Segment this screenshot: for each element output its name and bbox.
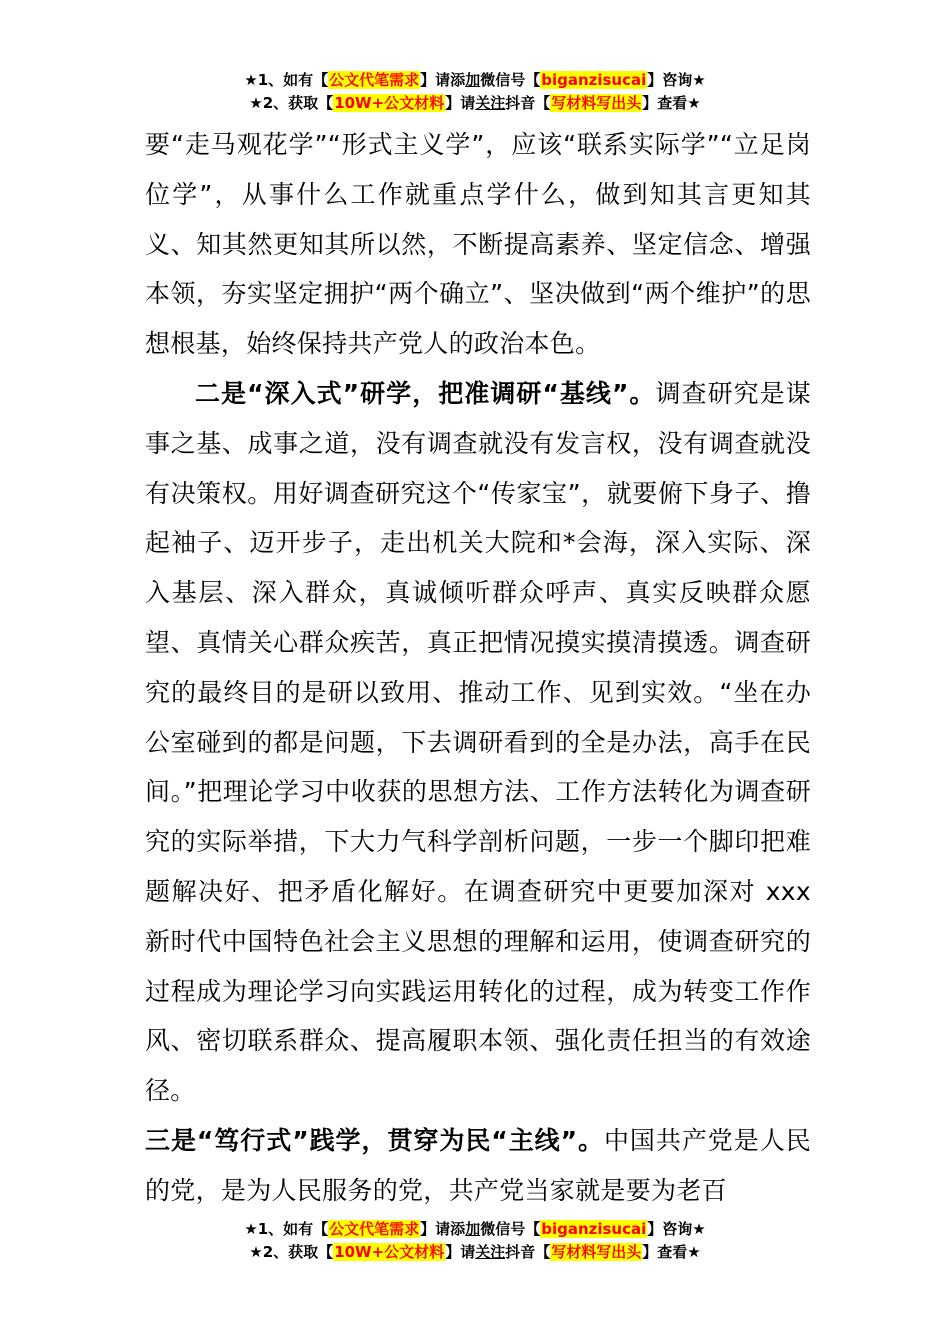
document-body (145, 120, 811, 1216)
section-heading-3: 三是“笃行式”践学，贯穿为民“主线”。 (145, 1125, 604, 1155)
banner-line-1: ★1、如有【公文代笔需求】请添加微信号【biganzisucai】咨询★ (244, 1220, 706, 1238)
paragraph-2: 二是“深入式”研学，把准调研“基线”。调查研究是谋事之基、成事之道，没有调查就没有发言权，没有调查就没有决策权。用好调查研究这个“传家宝”，就要俯下身子、撸起袖子、迈开步子，走出机关大院和*会海，深入实际、深入基层、深入群众，真诚倾听群众呼声、真实反映群众愿望、真情关心群众疾苦，真正把情况摸实摸清摸透。调查研究的最终目的是研以致用、推动工作、见到实效。“坐在办公室碰到的都是问题，下去调研看到的全是办法，高手在民间。”把理论学习中收获的思想方法、工作方法转化为调查研究的实际举措，下大力气科学剖析问题，一步一个脚印把难题解决好、把矛盾化解好。在调查研究中更要加深对 xxx 新时代中国特色社会主义思想的理解和运用，使调查研究的过程成为理论学习向实践运用转化的过程，成为转变工作作风、密切联系群众、提高履职本领、强化责任担当的有效途径。 (145, 378, 811, 1106)
footer-banner (0, 1218, 950, 1264)
highlight-wechat-id: biganzisucai (541, 71, 647, 89)
highlight-wechat-id: biganzisucai (541, 1220, 647, 1238)
highlight-materials: 10W+公文材料 (334, 94, 445, 112)
header-banner (0, 69, 950, 115)
banner-line-1: ★1、如有【公文代笔需求】请添加微信号【biganzisucai】咨询★ (244, 71, 706, 89)
banner-line-2: ★2、获取【10W+公文材料】请关注抖音【写材料写出头】查看★ (249, 94, 701, 112)
banner-line-2: ★2、获取【10W+公文材料】请关注抖音【写材料写出头】查看★ (249, 1243, 701, 1261)
highlight-douyin: 写材料写出头 (551, 94, 642, 112)
paragraph-3: 三是“笃行式”践学，贯穿为民“主线”。中国共产党是人民的党，是为人民服务的党，共产党当家就是要为老百 (145, 1125, 811, 1205)
section-heading-2: 二是“深入式”研学，把准调研“基线”。 (195, 378, 656, 408)
highlight-douyin: 写材料写出头 (551, 1243, 642, 1261)
paragraph-1: 要“走马观花学”“形式主义学”，应该“联系实际学”“立足岗位学”，从事什么工作就重点学什么，做到知其言更知其义、知其然更知其所以然，不断提高素养、坚定信念、增强本领，夯实坚定拥护“两个确立”、坚决做到“两个维护”的思想根基，始终保持共产党人的政治本色。 (145, 130, 811, 359)
highlight-service: 公文代笔需求 (329, 1220, 420, 1238)
highlight-service: 公文代笔需求 (329, 71, 420, 89)
highlight-materials: 10W+公文材料 (334, 1243, 445, 1261)
